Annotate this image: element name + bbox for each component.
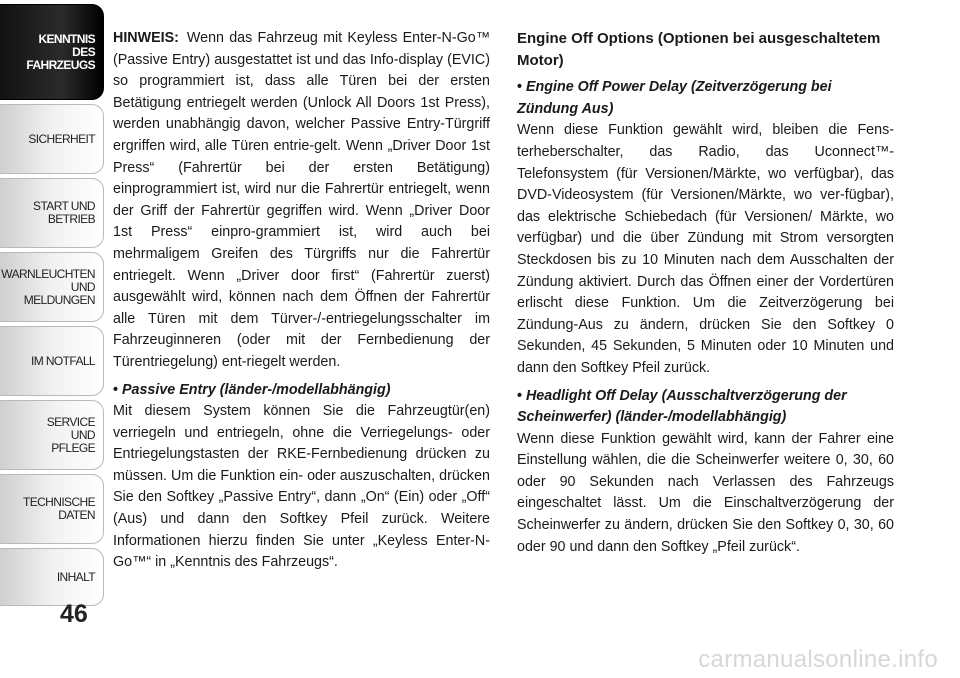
engine-off-options-heading: Engine Off Options (Optionen bei ausgeschaltetem Motor) bbox=[517, 30, 881, 69]
tab-kenntnis-des-fahrzeugs[interactable] bbox=[0, 4, 104, 100]
note-label: HINWEIS: bbox=[113, 30, 179, 46]
right-column bbox=[517, 28, 894, 558]
left-column bbox=[113, 28, 490, 574]
tab-sicherheit[interactable] bbox=[0, 104, 104, 174]
note-text: Wenn das Fahrzeug mit Keyless Enter-N-Go™ (Passive Entry) ausgestattet ist und das Info-display (EVIC) so programmiert ist, dass alle Türen bei der ersten Betätigung entriegelt werden (Unlock All Doors 1st Press), werden unabhängig davon, welcher Passive Entry-Türgriff ergriffen wird, alle Türen entrie-gelt. Wenn „Driver Door 1st Press“ (Fahrertür bei der ersten Betätigung) einprogrammiert ist, wird nur die Fahrertür entriegelt, wenn der Griff der Fahrertür gegriffen wird. Wenn „Driver Door 1st Press“ einpro-grammiert ist, wird auch bei mehrmaligem Greifen des Türgriffs nur die Fahrertür entriegelt. Wenn „Driver door first“ (Fahrertür zuerst) ausgewählt wird, können nach dem Öffnen der Fahrertür alle Türen mit dem Türver-/-entriegelungsschalter im Fahrzeuginneren (oder mit der Fernbedienung der Türentriegelung) ent-riegelt werden. bbox=[113, 30, 490, 370]
headlight-off-delay-title: • Headlight Off Delay (Ausschaltverzögerung der Scheinwerfer) (länder-/modellabhängig) bbox=[517, 386, 894, 429]
engine-off-power-delay-text: Wenn diese Funktion gewählt wird, bleiben die Fens-terheberschalter, das Radio, das Uconnect™-Telefonsystem (für Versionen/Märkte, wo verfügbar), das DVD-Videosystem (für Versionen/Märkte, wo ver-fügbar), das elektrische Schiebedach (für Versionen/ Märkte, wo verfügbar) und die über Zündung mit Strom versorgten Steckdosen bis zu 10 Minuten nach dem Ausschalten der Zündung aktiviert. Durch das Öffnen einer der Vordertüren erlischt diese Funktion. Um die Zeitverzögerung bei Zündung-Aus zu ändern, drücken Sie den Softkey 0 Sekunden, 45 Sekunden, 5 Minuten oder 10 Minuten und dann den Softkey Pfeil zurück. bbox=[517, 122, 894, 376]
tab-label: WARNLEUCHTEN UND MELDUNGEN bbox=[1, 266, 95, 307]
tab-label: KENNTNIS DES FAHRZEUGS bbox=[26, 31, 95, 72]
chapter-tabs bbox=[0, 0, 104, 678]
tab-warnleuchten-und-meldungen[interactable] bbox=[0, 252, 104, 322]
passive-entry-title: • Passive Entry (länder-/modellabhängig) bbox=[113, 380, 490, 402]
tab-label: IM NOTFALL bbox=[30, 353, 95, 368]
watermark: carmanualsonline.info bbox=[698, 646, 938, 673]
tab-service-und-pflege[interactable] bbox=[0, 400, 104, 470]
page-number: 46 bbox=[60, 600, 88, 628]
tab-label: START UND BETRIEB bbox=[33, 199, 95, 226]
tab-inhalt[interactable] bbox=[0, 548, 104, 606]
tab-start-und-betrieb[interactable] bbox=[0, 178, 104, 248]
tab-im-notfall[interactable] bbox=[0, 326, 104, 396]
tab-technische-daten[interactable] bbox=[0, 474, 104, 544]
tab-label: INHALT bbox=[56, 569, 95, 584]
note-paragraph bbox=[113, 28, 490, 374]
headlight-off-delay-text: Wenn diese Funktion gewählt wird, kann der Fahrer eine Einstellung wählen, die die Scheinwerfer weitere 0, 30, 60 oder 90 Sekunden nach Verlassen des Fahrzeugs eingeschaltet lässt. Um die Einschaltverzögerung der Scheinwerfer zu ändern, drücken Sie den Softkey 0, 30, 60 oder 90 und dann den Softkey „Pfeil zurück“. bbox=[517, 430, 894, 555]
tab-label: SICHERHEIT bbox=[28, 131, 95, 146]
engine-off-power-delay-title: • Engine Off Power Delay (Zeitverzögerung bei Zündung Aus) bbox=[517, 77, 894, 120]
tab-label: TECHNISCHE DATEN bbox=[22, 495, 95, 522]
tab-label: SERVICE UND PFLEGE bbox=[46, 414, 95, 455]
passive-entry-text: Mit diesem System können Sie die Fahrzeugtür(en) verriegeln und entriegeln, ohne die Verriegelungs- oder Entriegelungstasten der RKE-Fernbedienung drücken zu müssen. Um die Funktion ein- oder auszuschalten, drücken Sie den Softkey „Passive Entry“, dann „On“ (Ein) oder „Off“ (Aus) und dann den Softkey Pfeil zurück. Weitere Informationen hierzu finden Sie unter „Keyless Enter-N-Go™“ in „Kenntnis des Fahrzeugs“. bbox=[113, 403, 490, 571]
